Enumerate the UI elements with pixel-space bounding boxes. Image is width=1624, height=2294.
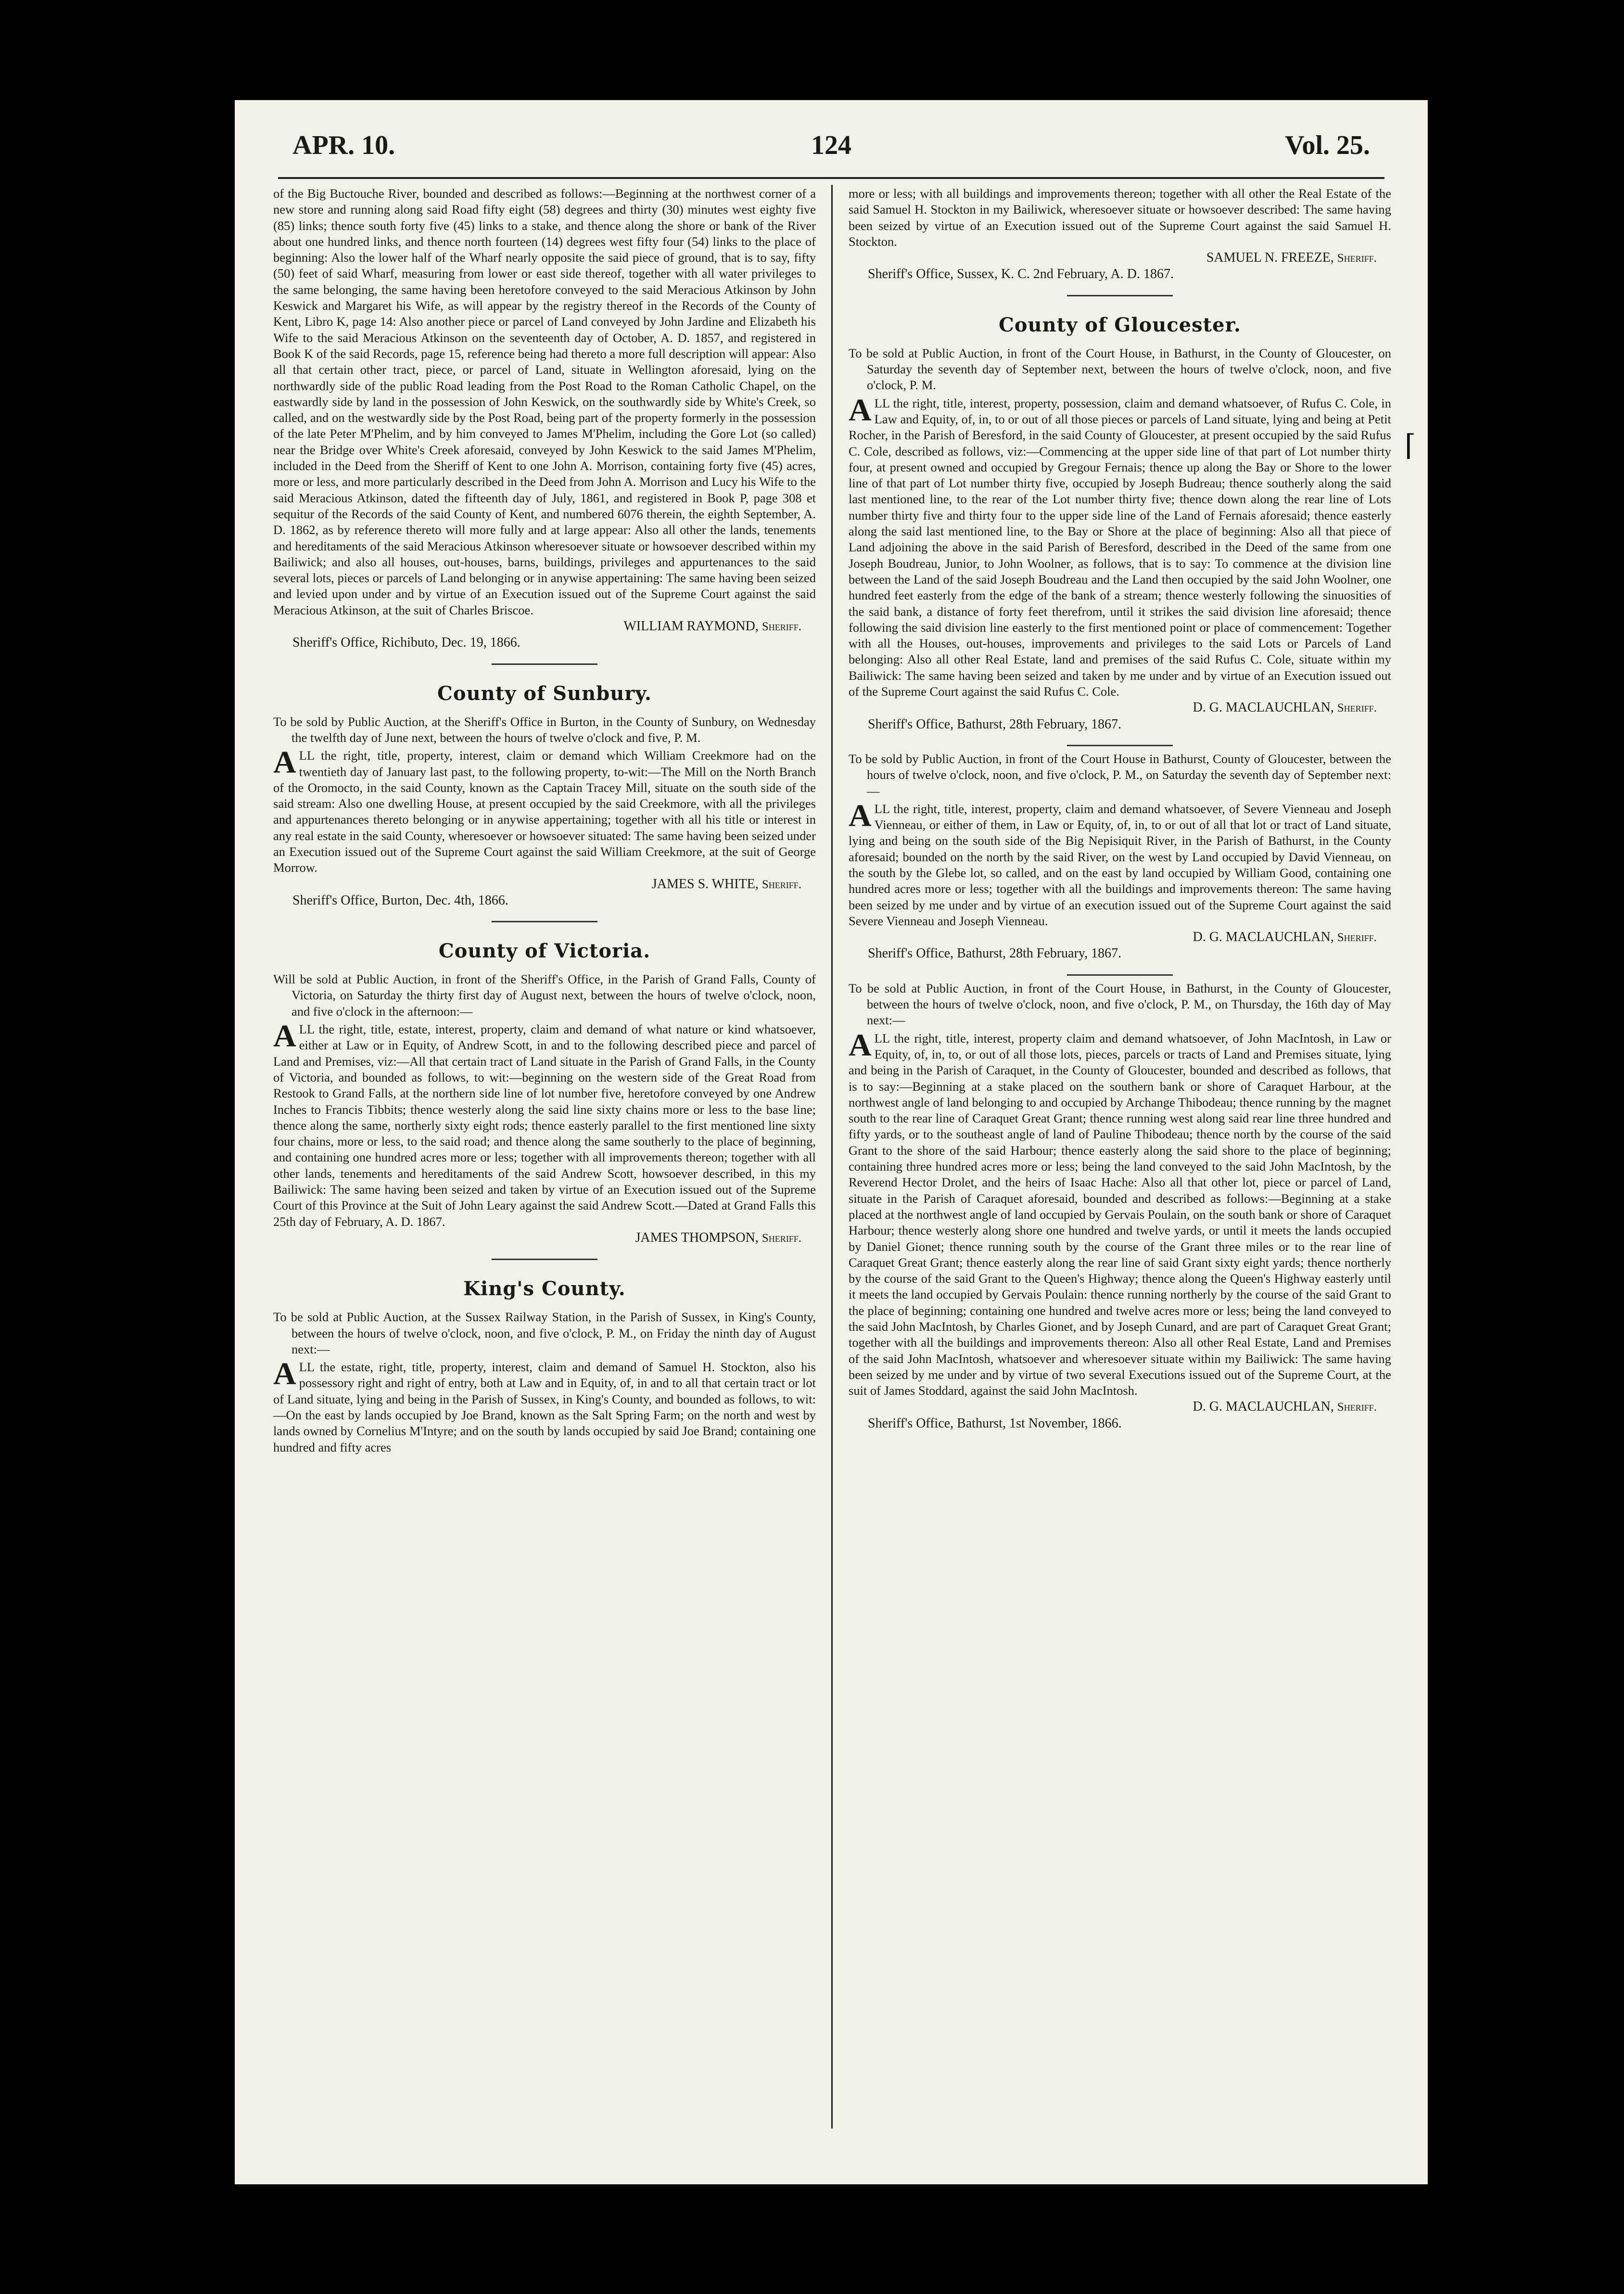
sheriff-name: D. G. MACLAUCHLAN, bbox=[1193, 1399, 1334, 1415]
notice-body-text: LL the estate, right, title, property, interest, claim and demand of Samuel H. Stockton, also his possessory right and right of entry, both at Law and in Equity, of, in and to all that certain tract or lot of Land situate, lying and being in the Parish of Sussex, in King's County, and bounded as follows, to wit:—On the east by lands occupied by Joe Brand, known as the Salt Spring Farm; on the north and west by lands owned by Cornelius M'Intyre; and on the south by lands occupied by said Joe Brand; containing one hundred and fifty acres bbox=[273, 1360, 816, 1454]
sheriff-name: JAMES S. WHITE, bbox=[651, 876, 759, 892]
office-dateline: Sheriff's Office, Bathurst, 28th February, 1867. bbox=[868, 716, 1122, 732]
sheriff-signature bbox=[273, 618, 816, 635]
notice-intro: Will be sold at Public Auction, in front of the Sheriff's Office, in the Parish of Grand Falls, County of Victoria, on Saturday the thirty first day of August next, between the hours of twelve o'clock, noon, and five o'clock in the afternoon:— bbox=[273, 972, 816, 1019]
sheriff-title: Sheriff. bbox=[1337, 252, 1377, 265]
sheriff-signature bbox=[849, 1399, 1391, 1415]
sheriff-signature bbox=[273, 1230, 816, 1246]
page-number: 124 bbox=[811, 130, 851, 160]
sheriff-signature bbox=[849, 929, 1391, 945]
notice-body bbox=[849, 1027, 1391, 1399]
notice-intro: To be sold at Public Auction, at the Sussex Railway Station, in the Parish of Sussex, in King's County, between the hours of twelve o'clock, noon, and five o'clock, P. M., on Friday the ninth day of August next:— bbox=[273, 1310, 816, 1356]
notice-body-text: LL the right, title, interest, property, claim and demand whatsoever, of Severe Vienneau and Joseph Vienneau, or either of them, in Law or Equity, of, in, to or out of all that lot or tract of Land situate, lying and being on the south side of the Big Nepisiquit River, in the Parish of Bathurst, in the County aforesaid; bounded on the north by the said River, on the west by Land occupied by David Vienneau, on the south by the Glebe lot, so called, and on the east by land occupied by William Good, containing one hundred acres more or less; together with all the buildings and improvements thereon: The same having been seized by me under and by virtue of an execution issued out of the Supreme Court against the said Severe Vienneau and Joseph Vienneau. bbox=[849, 801, 1391, 928]
right-column bbox=[849, 186, 1391, 1431]
notice-rule bbox=[1067, 974, 1173, 976]
notice-body-text: LL the right, title, estate, interest, property, claim and demand of what nature or kind whatsoever, either at Law or in Equity, of Andrew Scott, in and to the following described piece and parcel of Land and Premises, viz:—All that certain tract of Land situate in the Parish of Grand Falls, in the County of Victoria, and bounded as follows, to wit:—beginning on the western side of the Great Road from Restook to Grand Falls, at the northern side line of lot number five, heretofore conveyed by one Andrew Inches to Francis Tibbits; thence westerly along the said line sixty chains more or less to the base line; thence along the same, northerly sixty eight rods; thence easterly parallel to the first mentioned line sixty four chains, more or less, to the said road; and thence along the same southerly to the place of beginning, and containing one hundred acres more or less; together with all improvements thereon; together with all other lands, tenements and hereditaments of the said Andrew Scott, howsoever described, in this my Bailiwick: The same having been seized and taken by virtue of an Execution issued out of the Supreme Court of this Province at the Suit of John Leary against the said Andrew Scott.—Dated at Grand Falls this 25th day of February, A. D. 1867. bbox=[273, 1022, 816, 1229]
volume-number: Vol. 25. bbox=[1285, 130, 1370, 160]
notice-body bbox=[849, 798, 1391, 929]
notice-intro: To be sold by Public Auction, in front of the Court House in Bathurst, County of Gloucester, between the hours of twelve o'clock, noon, and five o'clock, P. M., on Saturday the seventh day of September next:— bbox=[849, 751, 1391, 798]
drop-cap: A bbox=[273, 745, 296, 780]
sheriff-signature bbox=[849, 700, 1391, 716]
page-header bbox=[292, 130, 1370, 168]
section-heading-kings: King's County. bbox=[463, 1277, 626, 1300]
issue-date: APR. 10. bbox=[292, 130, 395, 160]
notice-body-text: LL the right, title, property, interest, claim or demand which William Creekmore had on the twentieth day of January last past, to the following property, to-wit:—The Mill on the North Branch of the Oromocto, in the said County, known as the Captain Tracey Mill, situate on the south side of the said stream: Also one dwelling House, at present occupied by the said Creekmore, with all the privileges and appurtenances thereto belonging or in anywise appertaining; together with all his title or interest in any real estate in the said County, wheresoever or howsoever situated: The same having been seized under an Execution issued out of the Supreme Court against the said William Creekmore, at the suit of George Morrow. bbox=[273, 748, 816, 875]
sheriff-title: Sheriff. bbox=[761, 1231, 801, 1245]
sheriff-signature bbox=[273, 876, 816, 892]
office-dateline: Sheriff's Office, Burton, Dec. 4th, 1866. bbox=[292, 892, 508, 908]
notice-intro: To be sold at Public Auction, in front of the Court House, in Bathurst, in the County of Gloucester, on Saturday the seventh day of September next, between the hours of twelve o'clock, noon, and five o'clock, P. M. bbox=[849, 345, 1391, 393]
sheriff-title: Sheriff. bbox=[1337, 1401, 1377, 1414]
notice-body-text: LL the right, title, interest, property, possession, claim and demand whatsoever, of Rufus C. Cole, in Law and Equity, of, in, to or out of all those pieces or parcels of Land situate, lying and being at Petit Rocher, in the Parish of Beresford, in the said County of Gloucester, at present occupied by the said Rufus C. Cole, described as follows, viz:—Commencing at the upper side line of that part of Lot number thirty four, at present owned and occupied by Gregour Fernais; thence up along the Bay or Shore to the lower line of that part of Lot number thirty five, occupied by Joseph Budreau; thence southerly along the said last mentioned line, to the rear of the Lot number thirty five; thence down along the rear line of Lots number thirty five and thirty four to the upper side line of the Land of Fernais aforesaid; thence easterly along the said last mentioned line, to the Bay or Shore at the place of beginning: Also all that piece of Land adjoining the above in the said Parish of Beresford, described in the Deed of the same from one Joseph Boudreau, Junior, to John Woolner, as follows, that is to say: To commence at the division line between the Land of the said Joseph Boudreau and the Land then occupied by the said John Woolner, one hundred feet easterly from the edge of the bank of a stream; thence westerly following the sinuosities of the said bank, a distance of forty feet therefrom, until it strikes the said division line aforesaid; thence following the said division line easterly to the first mentioned point or place of commencement: Together with all the Houses, out-houses, improvements and privileges to the said Lots or Parcels of Land belonging: Also all other Real Estate, land and premises of the said Rufus C. Cole, situate within my Bailiwick: The same having been seized and taken by me under and by virtue of an Execution issued out of the Supreme Court against the said Rufus C. Cole. bbox=[849, 395, 1391, 699]
sheriff-name: D. G. MACLAUCHLAN, bbox=[1193, 700, 1334, 715]
sheriff-title: Sheriff. bbox=[1337, 931, 1377, 944]
drop-cap: A bbox=[849, 798, 872, 833]
section-heading-sunbury: County of Sunbury. bbox=[437, 682, 652, 705]
notice-body bbox=[273, 1356, 816, 1455]
section-rule bbox=[492, 921, 597, 922]
drop-cap: A bbox=[273, 1019, 296, 1054]
sheriff-title: Sheriff. bbox=[1337, 701, 1377, 715]
drop-cap: A bbox=[849, 392, 872, 428]
notice-body bbox=[849, 392, 1391, 700]
section-rule bbox=[492, 1259, 597, 1260]
sheriff-name: JAMES THOMPSON, bbox=[635, 1230, 759, 1245]
sheriff-signature bbox=[849, 250, 1391, 266]
office-dateline: Sheriff's Office, Bathurst, 1st November, 1866. bbox=[868, 1415, 1122, 1431]
sheriff-title: Sheriff. bbox=[761, 878, 801, 891]
sheriff-name: D. G. MACLAUCHLAN, bbox=[1193, 930, 1334, 945]
notice-body bbox=[273, 745, 816, 876]
continued-notice-text: more or less; with all buildings and improvements thereon; together with all other the Real Estate of the said Samuel H. Stockton in my Bailiwick, wheresoever situate or howsoever described: The same having been seized by virtue of an Execution issued out of the Supreme Court against the said Samuel H. Stockton. bbox=[849, 186, 1391, 249]
sheriff-name: WILLIAM RAYMOND, bbox=[623, 619, 759, 634]
sheriff-title: Sheriff. bbox=[761, 620, 801, 634]
notice-intro: To be sold by Public Auction, at the Sheriff's Office in Burton, in the County of Sunbury, on Wednesday the twelfth day of June next, between the hours of twelve o'clock and five, P. M. bbox=[273, 714, 816, 745]
newspaper-page bbox=[235, 100, 1428, 2184]
margin-mark: ⌈ bbox=[1405, 430, 1416, 461]
office-dateline: Sheriff's Office, Bathurst, 28th February, 1867. bbox=[868, 946, 1122, 961]
column-divider bbox=[831, 185, 833, 2128]
drop-cap: A bbox=[273, 1356, 296, 1392]
notice-body bbox=[273, 1021, 816, 1230]
left-column bbox=[273, 186, 816, 1455]
header-rule bbox=[278, 177, 1384, 179]
notice-rule bbox=[1067, 745, 1173, 746]
drop-cap: A bbox=[849, 1027, 872, 1063]
section-rule bbox=[1067, 295, 1173, 296]
continued-notice-text: of the Big Buctouche River, bounded and described as follows:—Beginning at the northwest corner of a new store and running along said Road fifty eight (58) degrees and thirty (30) minutes west eighty five (85) links; thence south forty five (45) links to a stake, and thence along the shore or bank of the River about one hundred links, and thence north fourteen (14) degrees west fifty four (54) links to the place of beginning: Also the lower half of the Wharf nearly opposite the said piece of ground, that is to say, fifty (50) feet of said Wharf, measuring from lower or east side thereof, together with all water privileges to the same belonging, the same having been heretofore conveyed to the said Meracious Atkinson by John Keswick and Margaret his Wife, as will appear by the registry thereof in the Records of the County of Kent, Libro K, page 14: Also another piece or parcel of Land conveyed by John Jardine and Elizabeth his Wife to the said Meracious Atkinson on the seventeenth day of October, A. D. 1857, and registered in Book K of the said Records, page 15, reference being had thereto a more full description will appear: Also all that certain other tract, piece, or parcel of Land, situate in Wellington aforesaid, lying on the northwardly side of the public Road leading from the Post Road to the Roman Catholic Chapel, on the eastwardly side by land in the possession of John Keswick, on the southwardly side by White's Creek, so called, and on the westwardly side by the Post Road, being part of the property formerly in the possession of the late Peter M'Phelim, and by him conveyed to James M'Phelim, including the Gore Lot (so called) near the Bridge over White's Creek aforesaid, conveyed by John Keswick to the said James M'Phelim, included in the Deed from the Sheriff of Kent to one John A. Morrison, containing forty five (45) acres, more or less, and more particularly described in the Deed from John A. Morrison and Lucy his Wife to the said Meracious Atkinson, dated the fifteenth day of July, 1861, and registered in Book P, page 308 et sequitur of the Records of the said County of Kent, and numbered 6076 therein, the eighth September, A. D. 1862, as by reference thereto will more fully and at large appear: Also all other the lands, tenements and hereditaments of the said Meracious Atkinson wheresoever situate or howsoever described within my Bailiwick; and also all houses, out-houses, barns, buildings, privileges and appurtenances to the said several lots, pieces or parcels of Land belonging or in anywise appertaining: The same having been seized and levied upon under and by virtue of an Execution issued out of the Supreme Court against the said Meracious Atkinson, at the suit of Charles Briscoe. bbox=[273, 186, 816, 617]
notice-intro: To be sold at Public Auction, in front of the Court House, in Bathurst, in the County of Gloucester, between the hours of twelve o'clock, noon, and five o'clock, P. M., on Thursday, the 16th day of May next:— bbox=[849, 981, 1391, 1028]
section-heading-gloucester: County of Gloucester. bbox=[999, 313, 1241, 336]
sheriff-name: SAMUEL N. FREEZE, bbox=[1206, 250, 1334, 266]
office-dateline: Sheriff's Office, Sussex, K. C. 2nd February, A. D. 1867. bbox=[868, 267, 1174, 282]
section-rule bbox=[492, 663, 597, 665]
notice-body-text: LL the right, title, interest, property claim and demand whatsoever, of John MacIntosh, in Law or Equity, of, in, to, or out of all those lots, pieces, parcels or tracts of Land and Premises situate, lying and being in the Parish of Caraquet, in the County of Gloucester, bounded and described as follows, that is to say:—Beginning at a stake placed on the southern bank or shore of Caraquet Harbour, at the northwest angle of land belonging to and occupied by Archange Thibodeau; thence running by the magnet south to the rear line of Caraquet Great Grant; thence running west along said rear line three hundred and fifty yards, or to the southeast angle of land of Pauline Thibodeau; thence north by the course of the said Grant to the shore of the said Harbour; thence easterly along the said shore to the place of beginning; containing three hundred acres more or less; being the land conveyed to the said John MacIntosh, by the Reverend Hector Drolet, and the heirs of Isaac Hache: Also all that other lot, piece or parcel of Land, situate in the Parish of Caraquet aforesaid, bounded and described as follows:—Beginning at a stake placed at the northwest angle of land occupied by Gervais Poulain, on the south bank or shore of Caraquet Harbour; thence westerly along shore one hundred and twelve yards, or until it meets the lands occupied by Daniel Gionet; thence running south by the course of the Grant three miles or to the rear line of Caraquet Great Grant; thence easterly along the rear line of said Grant sixty eight yards; thence northerly by the course of the said Grant to the Queen's Highway; thence along the Queen's Highway easterly until it meets the land occupied by Gervais Poulain: thence running northerly by the course of the said Grant to the place of beginning; containing one hundred and twelve acres more or less; being the land conveyed to the said John MacIntosh, by Charles Gionet, and by Joseph Cunard, and are part of Caraquet Great Grant; together with all the buildings and improvements thereon: Also all other Real Estate, Land and Premises of the said John MacIntosh, whatsoever and wheresoever situate within my Bailiwick: The same having been seized by me under and by virtue of two several Executions issued out of the Supreme Court, at the suit of James Stoddard, against the said John MacIntosh. bbox=[849, 1031, 1391, 1398]
office-dateline: Sheriff's Office, Richibuto, Dec. 19, 1866. bbox=[292, 635, 520, 650]
section-heading-victoria: County of Victoria. bbox=[438, 940, 651, 963]
